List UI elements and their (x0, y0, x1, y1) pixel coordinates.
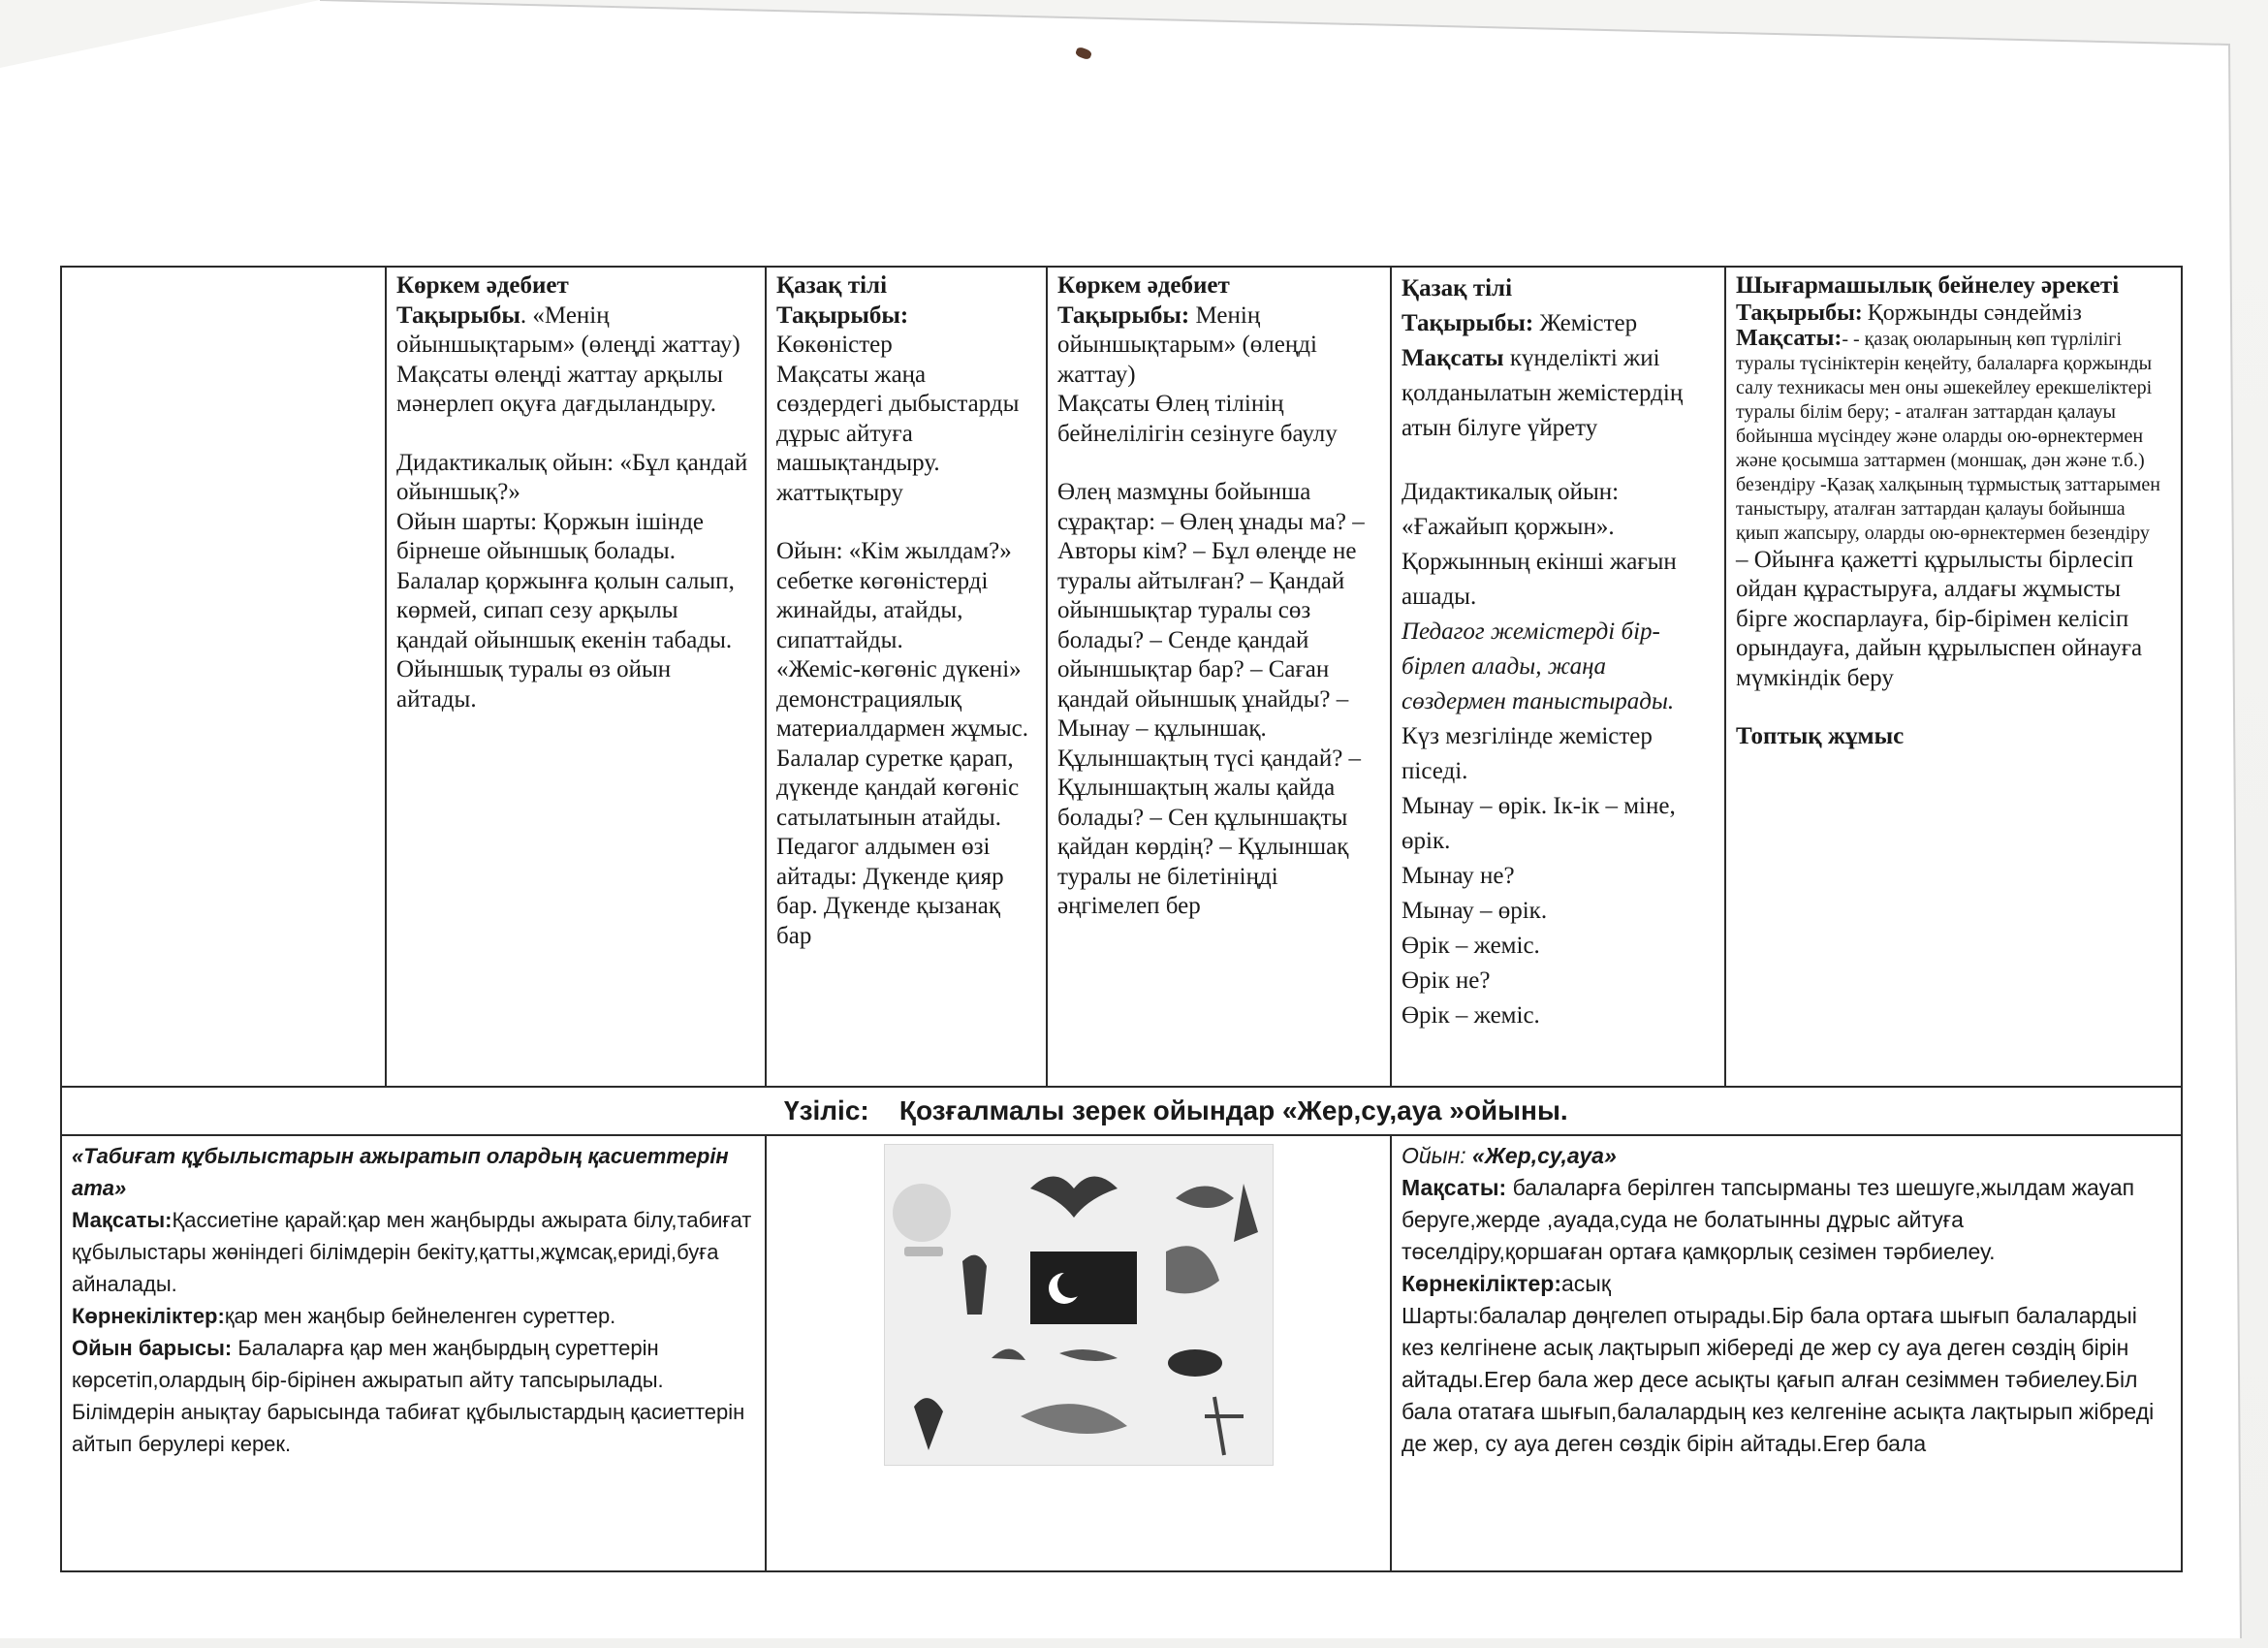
goal-text: күнделікті жиі қолданылатын жемістердің атын білуге үйрету (1402, 345, 1684, 441)
goal-text: балаларға берілген тапсырманы тез шешуге,жылдам жауап беруге,жерде ,ауада,суда не болатынны дұрыс айтуға төселдіру,қоршаған ортаға қамқорлық сезімен тәрбиелеу. (1402, 1175, 2135, 1264)
questions-text: Өлең мазмұны бойынша сұрақтар: – Өлең ұнады ма? – Авторы кім? – Бұл өлеңде не туралы айтылған? – Қандай ойыншықтар туралы сөз болады? – Сенде қандай ойыншықтар бар? – Саған қандай ойыншық ұнайды? – Мынау – құлыншақ. Құлыншақтың түсі қандай? – Құлыншақтың жалы қайда болады? – Сен құлыншақты қайдан көрдің? – Құлыншақ туралы не білетініңді әңгімелеп бер (1057, 479, 1365, 919)
goal-tail: – Ойынға қажетті құрылысты бірлесіп ойдан құрастыруға, алдағы жұмысты бірге жоспарлауға, бір-бірімен келісіп орындауға, дайын құрылыспен ойнауға мүмкіндік беру (1736, 546, 2143, 691)
group-work: Топтық жұмыс (1736, 723, 1905, 749)
topic-line (396, 301, 755, 361)
process-label: Ойын барысы: (72, 1336, 233, 1360)
goal-line (1736, 327, 2171, 546)
spacer (396, 420, 755, 449)
visual-line (1402, 1268, 2171, 1300)
goal-text: Мақсаты Өлең тілінің бейнелілігін сезінуге баулу (1057, 391, 1338, 447)
subject-heading: Көркем әдебиет (1057, 272, 1230, 299)
topic-text: Жемістер (1539, 310, 1638, 336)
game-line (1402, 1140, 2171, 1172)
topic-label: Тақырыбы: (1402, 310, 1534, 336)
break-row (61, 1087, 2182, 1135)
break-label: Үзіліс: (784, 1095, 869, 1125)
topic-line (1736, 301, 2171, 327)
subject-heading: Қазақ тілі (1402, 275, 1513, 301)
game-text: Ойын: «Кім жылдам?» себетке көгөністерді жинайды, атайды, сипаттайды. (776, 538, 1012, 653)
example-line-7: Өрік – жеміс. (1402, 1002, 1540, 1029)
subject-heading: Көркем әдебиет (396, 272, 569, 299)
hedgehog-icon (1168, 1349, 1222, 1377)
topic-line (1057, 301, 1380, 391)
game-text: Дидактикалық ойын: «Ғажайып қоржын». Қоржынның екінші жағын ашады. (1402, 479, 1677, 610)
visual-text: асық (1561, 1271, 1611, 1296)
topic-text: Менің ойыншықтарым» (өлеңді жаттау) (1057, 301, 1317, 388)
goal-label: Мақсаты (1402, 345, 1504, 371)
cell-picture (766, 1135, 1391, 1571)
cell-literature-1 (386, 267, 766, 1087)
example-line-2: Мынау – өрік. Ік-ік – міне, өрік. (1402, 793, 1676, 854)
goal-label: Мақсаты: (1736, 325, 1843, 351)
lesson-plan-page (60, 266, 2202, 1561)
goal-text: - - қазақ оюларының көп түрлілігі туралы түсініктерін кеңейту, балаларға қоржынды салу техникасы мен оны әшекейлеу ерекшеліктері туралы білім беру; - аталған заттардан қалауы бойынша мүсіндеу және оларды ою-өрнектермен және қосымша заттармен (моншақ, дән және т.б.) безендіру -Қазақ халқының тұрмыстық заттарымен таныстыру, аталған заттардан қалауы бойынша қиып жапсыру, оларды ою-өрнектермен безендіру (1736, 328, 2160, 544)
goal-text: Мақсаты өлеңді жаттау арқылы мәнерлеп оқуға дағдыландыру. (396, 361, 723, 417)
topic-label: Тақырыбы: (776, 301, 909, 329)
game-text: «Жер,су,ауа» (1472, 1143, 1617, 1168)
game-row (61, 1135, 2182, 1571)
visual-text: қар мен жаңбыр бейнеленген суреттер. (224, 1304, 616, 1328)
break-line (784, 1095, 2268, 1126)
teacher-text: Педагог жемістерді бір-бірлеп алады, жаңа сөздермен таныстырады. (1402, 618, 1675, 714)
spacer (1057, 449, 1380, 478)
game-title: «Табиғат құбылыстарын ажыратып олардың қасиеттерін ата» (72, 1144, 729, 1200)
break-text: Қозғалмалы зерек ойындар «Жер,су,ауа »ойыны. (898, 1095, 1568, 1125)
subject-heading: Шығармашылық бейнелеу әрекеті (1736, 272, 2120, 299)
nature-picture (884, 1144, 1274, 1466)
topic-text: . «Менің ойыншықтарым» (өлеңді жаттау) (396, 301, 740, 358)
topic-label: Тақырыбы (396, 301, 520, 329)
visual-label: Көрнекіліктер: (72, 1304, 225, 1328)
snow-icon (893, 1184, 951, 1242)
goal-label: Мақсаты: (1402, 1175, 1507, 1200)
topic-text: Көкөністер (776, 332, 893, 358)
example-line-4: Мынау – өрік. (1402, 898, 1548, 924)
process-line (72, 1332, 755, 1460)
visual-label: Көрнекіліктер: (1402, 1271, 1561, 1296)
rules-text: Шарты:балалар дөңгелеп отырады.Бір бала ортаға шығып балалардыі кез келгінене асық лақтырып жібереді де жер су ауа деген сөздің бірін айтады.Егер бала жер десе асықты қағып алған сезіммен тәбиелеу.Біл бала отатаға шығып,балалардың кез келгеніне асықта лақтырып жібреді де жер, су ауа деген сөздік бірін айтады.Егер бала (1402, 1303, 2155, 1456)
example-line-3: Мынау не? (1402, 863, 1515, 889)
subject-heading: Қазақ тілі (776, 272, 888, 299)
visual-line (72, 1300, 755, 1332)
topic-text: Қоржынды сәндейміз (1867, 300, 2082, 326)
activities-row (61, 267, 2182, 1087)
cell-nature-game (61, 1135, 766, 1571)
topic-label: Тақырыбы: (1736, 300, 1863, 326)
example-line-1: Күз мезгілінде жемістер піседі. (1402, 723, 1653, 784)
goal-label: Мақсаты: (72, 1208, 173, 1232)
cell-kazakh-1 (766, 267, 1047, 1087)
nature-illustration (885, 1145, 1273, 1465)
rules-text: Ойын шарты: Қоржын ішінде бірнеше ойыншық болады. Балалар қоржынға қолын салып, көрмей, сипап сезу арқылы қандай ойыншық екенін табады. Ойыншық туралы өз ойын айтады. (396, 508, 735, 713)
goal-text: Қассиетіне қарай:қар мен жаңбырды ажырата білу,табиғат құбылыстары жөніндегі білімдерін бекіту,қатты,жұмсақ,ериді,буға айналады. (72, 1208, 752, 1296)
cell-kazakh-2 (1391, 267, 1725, 1087)
goal-line (1402, 1172, 2171, 1268)
demo-text: «Жеміс-көгөніс дүкені» демонстрациялық материалдармен жұмыс. Балалар суретке қарап, дүкенде қандай көгөніс сатылатынын атайды. Педагог алдымен өзі айтады: Дүкенде қияр бар. Дүкенде қызанақ бар (776, 656, 1029, 949)
cell-literature-2 (1047, 267, 1391, 1087)
goal-line (72, 1204, 755, 1300)
break-cell (61, 1087, 2182, 1135)
goal-text: Мақсаты жаңа сөздердегі дыбыстарды дұрыс айтуға машықтандыру. жаттықтыру (776, 361, 1020, 506)
empty-cell (61, 267, 386, 1087)
process-text: Балаларға қар мен жаңбырдың суреттерін көрсетіп,олардың бір-бірінен ажыратып айту тапсырылады. Білімдерін анықтау барысында табиғат құбылыстардың қасиеттерін айтып берулері керек. (72, 1336, 745, 1456)
game-label: Ойын: (1402, 1143, 1466, 1168)
cell-earth-water-air (1391, 1135, 2182, 1571)
example-line-5: Өрік – жеміс. (1402, 933, 1540, 959)
cell-creative (1725, 267, 2182, 1087)
topic-label: Тақырыбы: (1057, 301, 1190, 329)
goal-line (1402, 341, 1715, 446)
spacer (1402, 446, 1715, 475)
game-text: Дидактикалық ойын: «Бұл қандай ойыншық?» (396, 449, 748, 505)
example-line-6: Өрік не? (1402, 967, 1491, 994)
topic-line (1402, 306, 1715, 341)
spacer (1736, 693, 2171, 722)
spacer (776, 508, 1036, 537)
lesson-plan-table (60, 266, 2183, 1572)
